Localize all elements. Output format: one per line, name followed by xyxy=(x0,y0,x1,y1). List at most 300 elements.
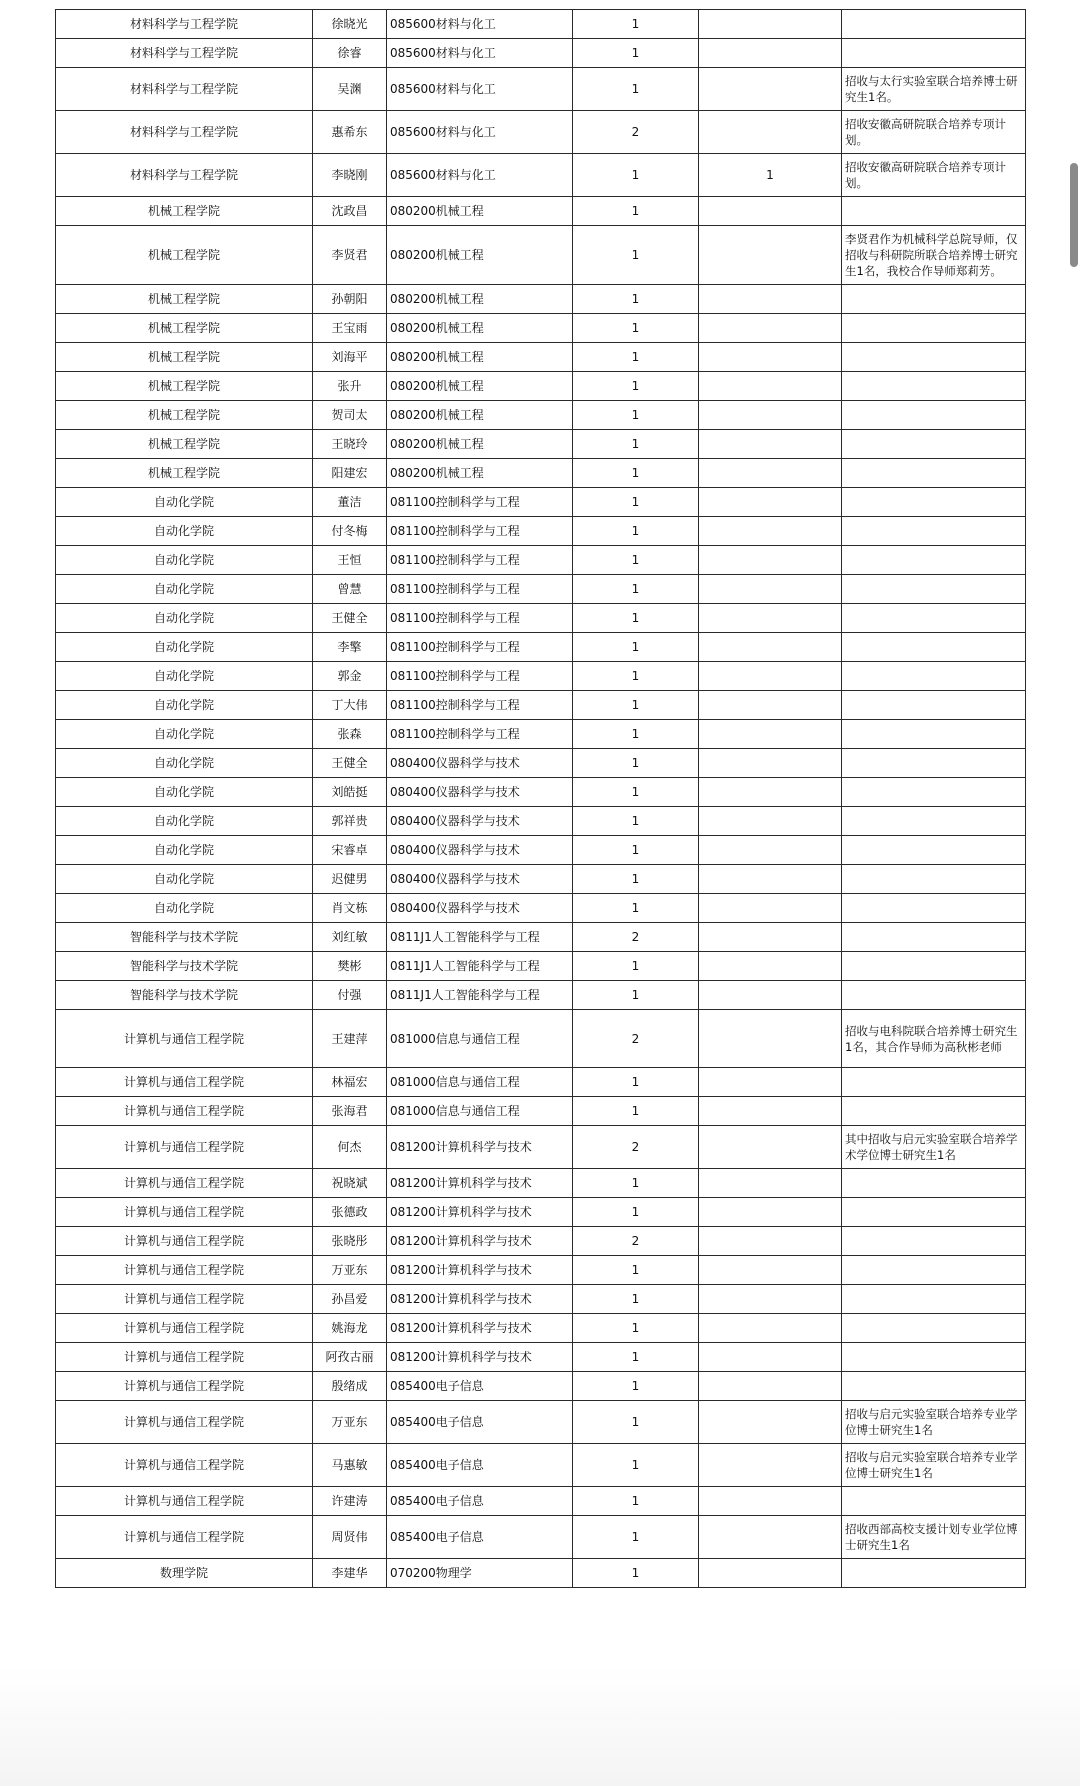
special-quota-cell xyxy=(699,865,842,894)
special-quota-cell xyxy=(699,952,842,981)
quota-cell: 1 xyxy=(573,720,699,749)
advisor-name-cell: 万亚东 xyxy=(313,1401,387,1444)
quota-cell: 1 xyxy=(573,894,699,923)
note-cell xyxy=(842,546,1026,575)
table-row xyxy=(56,459,1026,488)
advisor-name-cell: 丁大伟 xyxy=(313,691,387,720)
special-quota-cell xyxy=(699,517,842,546)
quota-cell: 1 xyxy=(573,749,699,778)
major-cell: 080400仪器科学与技术 xyxy=(387,865,573,894)
special-quota-cell xyxy=(699,1198,842,1227)
table-row xyxy=(56,981,1026,1010)
quota-cell: 1 xyxy=(573,517,699,546)
major-cell: 081100控制科学与工程 xyxy=(387,662,573,691)
quota-cell: 1 xyxy=(573,1401,699,1444)
table-row xyxy=(56,865,1026,894)
advisor-name-cell: 孙朝阳 xyxy=(313,285,387,314)
major-cell: 0811J1人工智能科学与工程 xyxy=(387,981,573,1010)
college-cell: 计算机与通信工程学院 xyxy=(56,1401,313,1444)
quota-cell: 1 xyxy=(573,778,699,807)
quota-cell: 1 xyxy=(573,633,699,662)
quota-cell: 1 xyxy=(573,401,699,430)
special-quota-cell xyxy=(699,778,842,807)
advisor-name-cell: 阳建宏 xyxy=(313,459,387,488)
scrollbar-thumb[interactable] xyxy=(1070,163,1078,267)
table-row xyxy=(56,1401,1026,1444)
college-cell: 计算机与通信工程学院 xyxy=(56,1010,313,1068)
advisor-name-cell: 肖文栋 xyxy=(313,894,387,923)
note-cell xyxy=(842,401,1026,430)
advisor-name-cell: 马惠敏 xyxy=(313,1444,387,1487)
table-row xyxy=(56,749,1026,778)
college-cell: 计算机与通信工程学院 xyxy=(56,1285,313,1314)
special-quota-cell xyxy=(699,1559,842,1588)
college-cell: 计算机与通信工程学院 xyxy=(56,1198,313,1227)
note-cell xyxy=(842,865,1026,894)
advisor-name-cell: 刘皓挺 xyxy=(313,778,387,807)
quota-cell: 1 xyxy=(573,1516,699,1559)
special-quota-cell xyxy=(699,1444,842,1487)
table-row xyxy=(56,894,1026,923)
advisor-name-cell: 祝晓斌 xyxy=(313,1169,387,1198)
quota-cell: 1 xyxy=(573,1068,699,1097)
table-row xyxy=(56,154,1026,197)
note-cell xyxy=(842,836,1026,865)
advisor-name-cell: 李贤君 xyxy=(313,226,387,285)
special-quota-cell xyxy=(699,226,842,285)
major-cell: 080200机械工程 xyxy=(387,401,573,430)
special-quota-cell xyxy=(699,575,842,604)
college-cell: 机械工程学院 xyxy=(56,430,313,459)
note-cell xyxy=(842,1169,1026,1198)
note-cell xyxy=(842,778,1026,807)
advisor-name-cell: 董洁 xyxy=(313,488,387,517)
table-row xyxy=(56,226,1026,285)
table-row xyxy=(56,1256,1026,1285)
table-body xyxy=(56,10,1026,1588)
table-row xyxy=(56,778,1026,807)
table-row xyxy=(56,923,1026,952)
quota-cell: 1 xyxy=(573,1198,699,1227)
major-cell: 085600材料与化工 xyxy=(387,111,573,154)
advisor-name-cell: 郭祥贵 xyxy=(313,807,387,836)
special-quota-cell xyxy=(699,197,842,226)
college-cell: 计算机与通信工程学院 xyxy=(56,1516,313,1559)
quota-cell: 1 xyxy=(573,836,699,865)
advisor-name-cell: 林福宏 xyxy=(313,1068,387,1097)
major-cell: 080200机械工程 xyxy=(387,285,573,314)
note-cell xyxy=(842,1314,1026,1343)
major-cell: 080200机械工程 xyxy=(387,430,573,459)
special-quota-cell xyxy=(699,1487,842,1516)
college-cell: 计算机与通信工程学院 xyxy=(56,1097,313,1126)
quota-cell: 1 xyxy=(573,488,699,517)
special-quota-cell xyxy=(699,1401,842,1444)
major-cell: 081100控制科学与工程 xyxy=(387,633,573,662)
quota-cell: 2 xyxy=(573,1010,699,1068)
advisor-name-cell: 樊彬 xyxy=(313,952,387,981)
special-quota-cell xyxy=(699,430,842,459)
advisor-name-cell: 姚海龙 xyxy=(313,1314,387,1343)
advisor-name-cell: 孙昌爱 xyxy=(313,1285,387,1314)
quota-cell: 1 xyxy=(573,1559,699,1588)
major-cell: 081100控制科学与工程 xyxy=(387,517,573,546)
table-row xyxy=(56,401,1026,430)
note-cell: 招收与启元实验室联合培养专业学位博士研究生1名 xyxy=(842,1444,1026,1487)
table-row xyxy=(56,1097,1026,1126)
college-cell: 自动化学院 xyxy=(56,691,313,720)
major-cell: 081100控制科学与工程 xyxy=(387,691,573,720)
quota-cell: 1 xyxy=(573,459,699,488)
note-cell xyxy=(842,1256,1026,1285)
college-cell: 自动化学院 xyxy=(56,865,313,894)
major-cell: 0811J1人工智能科学与工程 xyxy=(387,923,573,952)
advisor-name-cell: 王宝雨 xyxy=(313,314,387,343)
note-cell xyxy=(842,343,1026,372)
note-cell xyxy=(842,372,1026,401)
note-cell xyxy=(842,1487,1026,1516)
table-row xyxy=(56,343,1026,372)
note-cell: 招收与太行实验室联合培养博士研究生1名。 xyxy=(842,68,1026,111)
major-cell: 081200计算机科学与技术 xyxy=(387,1343,573,1372)
note-cell: 招收安徽高研院联合培养专项计划。 xyxy=(842,154,1026,197)
college-cell: 机械工程学院 xyxy=(56,197,313,226)
major-cell: 085400电子信息 xyxy=(387,1372,573,1401)
note-cell xyxy=(842,1097,1026,1126)
advisor-name-cell: 贺司太 xyxy=(313,401,387,430)
college-cell: 智能科学与技术学院 xyxy=(56,923,313,952)
special-quota-cell xyxy=(699,39,842,68)
major-cell: 085600材料与化工 xyxy=(387,68,573,111)
table-row xyxy=(56,1227,1026,1256)
advisor-name-cell: 周贤伟 xyxy=(313,1516,387,1559)
major-cell: 085400电子信息 xyxy=(387,1401,573,1444)
advisor-name-cell: 徐睿 xyxy=(313,39,387,68)
major-cell: 085400电子信息 xyxy=(387,1444,573,1487)
note-cell xyxy=(842,1285,1026,1314)
quota-cell: 2 xyxy=(573,923,699,952)
quota-cell: 1 xyxy=(573,1444,699,1487)
special-quota-cell xyxy=(699,923,842,952)
note-cell xyxy=(842,1198,1026,1227)
table-row xyxy=(56,1444,1026,1487)
advisor-name-cell: 沈政昌 xyxy=(313,197,387,226)
college-cell: 自动化学院 xyxy=(56,546,313,575)
major-cell: 081000信息与通信工程 xyxy=(387,1097,573,1126)
quota-cell: 2 xyxy=(573,1126,699,1169)
quota-cell: 2 xyxy=(573,1227,699,1256)
major-cell: 081000信息与通信工程 xyxy=(387,1068,573,1097)
bottom-fade xyxy=(0,1666,1080,1786)
note-cell xyxy=(842,285,1026,314)
college-cell: 自动化学院 xyxy=(56,633,313,662)
college-cell: 计算机与通信工程学院 xyxy=(56,1444,313,1487)
table-row xyxy=(56,1559,1026,1588)
table-row xyxy=(56,836,1026,865)
note-cell: 李贤君作为机械科学总院导师，仅招收与科研院所联合培养博士研究生1名，我校合作导师郑莉芳。 xyxy=(842,226,1026,285)
note-cell xyxy=(842,807,1026,836)
college-cell: 机械工程学院 xyxy=(56,372,313,401)
college-cell: 材料科学与工程学院 xyxy=(56,10,313,39)
special-quota-cell xyxy=(699,836,842,865)
advisor-name-cell: 李建华 xyxy=(313,1559,387,1588)
special-quota-cell xyxy=(699,1097,842,1126)
major-cell: 080200机械工程 xyxy=(387,343,573,372)
note-cell xyxy=(842,720,1026,749)
advisor-name-cell: 王健全 xyxy=(313,749,387,778)
major-cell: 080400仪器科学与技术 xyxy=(387,749,573,778)
quota-cell: 1 xyxy=(573,68,699,111)
major-cell: 085600材料与化工 xyxy=(387,39,573,68)
quota-cell: 1 xyxy=(573,865,699,894)
special-quota-cell xyxy=(699,488,842,517)
table-row xyxy=(56,662,1026,691)
table-row xyxy=(56,39,1026,68)
advisor-name-cell: 刘海平 xyxy=(313,343,387,372)
note-cell xyxy=(842,952,1026,981)
table-row xyxy=(56,197,1026,226)
quota-cell: 1 xyxy=(573,39,699,68)
advisor-name-cell: 徐晓光 xyxy=(313,10,387,39)
college-cell: 机械工程学院 xyxy=(56,285,313,314)
note-cell: 招收安徽高研院联合培养专项计划。 xyxy=(842,111,1026,154)
advisor-name-cell: 付冬梅 xyxy=(313,517,387,546)
college-cell: 数理学院 xyxy=(56,1559,313,1588)
college-cell: 智能科学与技术学院 xyxy=(56,981,313,1010)
special-quota-cell xyxy=(699,343,842,372)
special-quota-cell xyxy=(699,1227,842,1256)
note-cell xyxy=(842,923,1026,952)
quota-cell: 1 xyxy=(573,1314,699,1343)
advisor-name-cell: 王晓玲 xyxy=(313,430,387,459)
note-cell xyxy=(842,691,1026,720)
special-quota-cell xyxy=(699,314,842,343)
table-row xyxy=(56,111,1026,154)
major-cell: 081200计算机科学与技术 xyxy=(387,1227,573,1256)
college-cell: 计算机与通信工程学院 xyxy=(56,1169,313,1198)
quota-cell: 1 xyxy=(573,952,699,981)
advisor-name-cell: 张德政 xyxy=(313,1198,387,1227)
quota-cell: 1 xyxy=(573,981,699,1010)
college-cell: 机械工程学院 xyxy=(56,401,313,430)
college-cell: 智能科学与技术学院 xyxy=(56,952,313,981)
table-row xyxy=(56,517,1026,546)
major-cell: 081100控制科学与工程 xyxy=(387,604,573,633)
college-cell: 材料科学与工程学院 xyxy=(56,111,313,154)
major-cell: 081100控制科学与工程 xyxy=(387,575,573,604)
college-cell: 自动化学院 xyxy=(56,836,313,865)
quota-cell: 1 xyxy=(573,662,699,691)
major-cell: 081100控制科学与工程 xyxy=(387,546,573,575)
note-cell xyxy=(842,1227,1026,1256)
note-cell xyxy=(842,1559,1026,1588)
note-cell xyxy=(842,314,1026,343)
major-cell: 081100控制科学与工程 xyxy=(387,720,573,749)
college-cell: 自动化学院 xyxy=(56,662,313,691)
college-cell: 自动化学院 xyxy=(56,517,313,546)
scrollbar-track[interactable] xyxy=(1066,0,1080,1786)
college-cell: 机械工程学院 xyxy=(56,314,313,343)
advisor-name-cell: 殷绪成 xyxy=(313,1372,387,1401)
note-cell xyxy=(842,430,1026,459)
quota-cell: 1 xyxy=(573,1372,699,1401)
table-row xyxy=(56,1314,1026,1343)
major-cell: 085600材料与化工 xyxy=(387,10,573,39)
major-cell: 080400仪器科学与技术 xyxy=(387,894,573,923)
note-cell: 其中招收与启元实验室联合培养学术学位博士研究生1名 xyxy=(842,1126,1026,1169)
major-cell: 081000信息与通信工程 xyxy=(387,1010,573,1068)
table-row xyxy=(56,952,1026,981)
special-quota-cell xyxy=(699,372,842,401)
college-cell: 自动化学院 xyxy=(56,604,313,633)
special-quota-cell xyxy=(699,749,842,778)
special-quota-cell xyxy=(699,10,842,39)
major-cell: 080400仪器科学与技术 xyxy=(387,807,573,836)
special-quota-cell xyxy=(699,1010,842,1068)
special-quota-cell xyxy=(699,1256,842,1285)
note-cell: 招收与启元实验室联合培养专业学位博士研究生1名 xyxy=(842,1401,1026,1444)
major-cell: 081200计算机科学与技术 xyxy=(387,1314,573,1343)
advisor-name-cell: 付强 xyxy=(313,981,387,1010)
advisor-name-cell: 吴渊 xyxy=(313,68,387,111)
special-quota-cell xyxy=(699,1285,842,1314)
quota-cell: 1 xyxy=(573,226,699,285)
major-cell: 081200计算机科学与技术 xyxy=(387,1198,573,1227)
note-cell xyxy=(842,894,1026,923)
special-quota-cell xyxy=(699,633,842,662)
quota-cell: 1 xyxy=(573,314,699,343)
note-cell xyxy=(842,517,1026,546)
special-quota-cell xyxy=(699,459,842,488)
quota-cell: 1 xyxy=(573,1487,699,1516)
major-cell: 080200机械工程 xyxy=(387,372,573,401)
table-row xyxy=(56,1285,1026,1314)
quota-cell: 1 xyxy=(573,1285,699,1314)
note-cell: 招收西部高校支援计划专业学位博士研究生1名 xyxy=(842,1516,1026,1559)
quota-cell: 1 xyxy=(573,343,699,372)
advisor-name-cell: 曾慧 xyxy=(313,575,387,604)
college-cell: 自动化学院 xyxy=(56,807,313,836)
college-cell: 计算机与通信工程学院 xyxy=(56,1372,313,1401)
note-cell xyxy=(842,1068,1026,1097)
note-cell: 招收与电科院联合培养博士研究生1名，其合作导师为高秋彬老师 xyxy=(842,1010,1026,1068)
advisor-name-cell: 张升 xyxy=(313,372,387,401)
special-quota-cell xyxy=(699,1372,842,1401)
advisor-name-cell: 何杰 xyxy=(313,1126,387,1169)
table-row xyxy=(56,430,1026,459)
major-cell: 081200计算机科学与技术 xyxy=(387,1285,573,1314)
quota-cell: 1 xyxy=(573,285,699,314)
college-cell: 机械工程学院 xyxy=(56,459,313,488)
quota-cell: 1 xyxy=(573,372,699,401)
note-cell xyxy=(842,633,1026,662)
college-cell: 机械工程学院 xyxy=(56,343,313,372)
table-row xyxy=(56,372,1026,401)
college-cell: 计算机与通信工程学院 xyxy=(56,1256,313,1285)
college-cell: 计算机与通信工程学院 xyxy=(56,1314,313,1343)
table-row xyxy=(56,314,1026,343)
major-cell: 080200机械工程 xyxy=(387,197,573,226)
college-cell: 自动化学院 xyxy=(56,575,313,604)
table-row xyxy=(56,604,1026,633)
note-cell xyxy=(842,459,1026,488)
advisor-name-cell: 张海君 xyxy=(313,1097,387,1126)
table-row xyxy=(56,633,1026,662)
advisor-name-cell: 刘红敏 xyxy=(313,923,387,952)
note-cell xyxy=(842,488,1026,517)
table-row xyxy=(56,68,1026,111)
special-quota-cell xyxy=(699,981,842,1010)
table-row xyxy=(56,1487,1026,1516)
quota-cell: 1 xyxy=(573,1169,699,1198)
special-quota-cell xyxy=(699,807,842,836)
special-quota-cell xyxy=(699,1314,842,1343)
college-cell: 自动化学院 xyxy=(56,720,313,749)
special-quota-cell xyxy=(699,894,842,923)
table-row xyxy=(56,1169,1026,1198)
major-cell: 080200机械工程 xyxy=(387,459,573,488)
college-cell: 材料科学与工程学院 xyxy=(56,39,313,68)
quota-cell: 1 xyxy=(573,546,699,575)
note-cell xyxy=(842,749,1026,778)
college-cell: 材料科学与工程学院 xyxy=(56,154,313,197)
advisor-name-cell: 李擎 xyxy=(313,633,387,662)
quota-cell: 1 xyxy=(573,10,699,39)
college-cell: 材料科学与工程学院 xyxy=(56,68,313,111)
table-row xyxy=(56,720,1026,749)
quota-cell: 1 xyxy=(573,1097,699,1126)
table-row xyxy=(56,1068,1026,1097)
special-quota-cell xyxy=(699,285,842,314)
note-cell xyxy=(842,604,1026,633)
advisor-name-cell: 迟健男 xyxy=(313,865,387,894)
advisor-name-cell: 王建萍 xyxy=(313,1010,387,1068)
special-quota-cell xyxy=(699,1343,842,1372)
table-row xyxy=(56,1372,1026,1401)
quota-cell: 1 xyxy=(573,430,699,459)
advisor-name-cell: 张森 xyxy=(313,720,387,749)
table-row xyxy=(56,1343,1026,1372)
quota-cell: 1 xyxy=(573,1343,699,1372)
college-cell: 自动化学院 xyxy=(56,488,313,517)
college-cell: 自动化学院 xyxy=(56,749,313,778)
major-cell: 080200机械工程 xyxy=(387,226,573,285)
quota-cell: 1 xyxy=(573,197,699,226)
table-row xyxy=(56,1516,1026,1559)
major-cell: 070200物理学 xyxy=(387,1559,573,1588)
table-row xyxy=(56,1126,1026,1169)
advisor-name-cell: 郭金 xyxy=(313,662,387,691)
advisor-name-cell: 惠希东 xyxy=(313,111,387,154)
major-cell: 080400仪器科学与技术 xyxy=(387,778,573,807)
advisor-name-cell: 王健全 xyxy=(313,604,387,633)
note-cell xyxy=(842,10,1026,39)
college-cell: 计算机与通信工程学院 xyxy=(56,1487,313,1516)
college-cell: 自动化学院 xyxy=(56,778,313,807)
table-row xyxy=(56,10,1026,39)
college-cell: 计算机与通信工程学院 xyxy=(56,1126,313,1169)
table-row xyxy=(56,1010,1026,1068)
special-quota-cell xyxy=(699,604,842,633)
table-row xyxy=(56,691,1026,720)
table-row xyxy=(56,575,1026,604)
special-quota-cell: 1 xyxy=(699,154,842,197)
special-quota-cell xyxy=(699,1068,842,1097)
special-quota-cell xyxy=(699,111,842,154)
major-cell: 080200机械工程 xyxy=(387,314,573,343)
note-cell xyxy=(842,1343,1026,1372)
table-row xyxy=(56,546,1026,575)
